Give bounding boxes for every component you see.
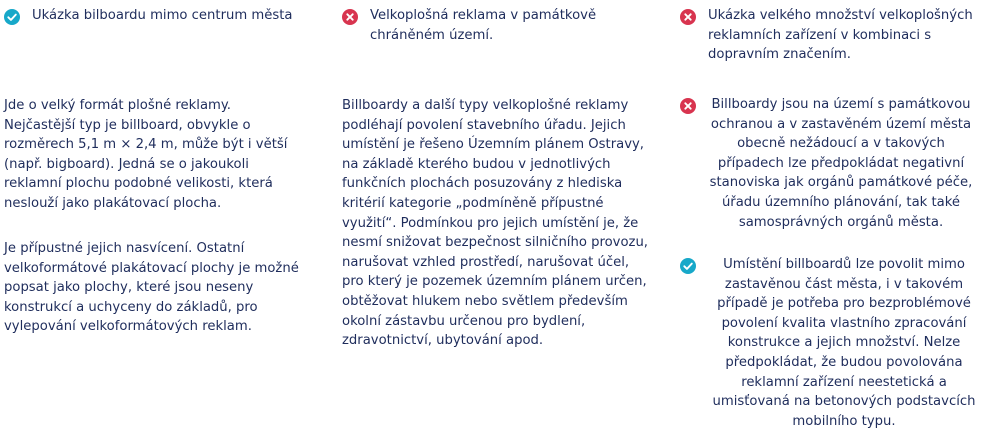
column-2 (342, 0, 658, 432)
check-circle-icon (4, 9, 20, 25)
x-circle-icon (342, 9, 358, 25)
bullet-text: Umístění billboardů lze povolit mimo zastavěnou část města, i v takovém případě je potřeba pro bezproblémové povolení kvalita vlastního zpracování konstrukce a jejich množství. Nelze předpokládat, že budou povolována reklamní zařízení neestetická a umisťovaná na betonových podstavcích mobilního typu. (712, 257, 976, 429)
column-1 (4, 0, 304, 432)
bullet-text: Billboardy jsou na území s památkovou ochranou a v zastavěném území města obecně nežádoucí a v takových případech lze předpokládat negativní stanoviska jak orgánů památkové péče, úřadu územního plánování, tak také samosprávných orgánů města. (709, 97, 973, 230)
check-circle-icon (680, 258, 696, 274)
x-circle-icon (680, 98, 696, 114)
caption-text: Ukázka bilboardu mimo centrum města (32, 8, 293, 23)
paragraph: Je přípustné jejich nasvícení. Ostatní velkoformátové plakátovací plochy je možné popsat jako plochy, které jsou neseny konstrukcí a uchyceny do základů, pro vylepování velkoformátových reklam. (4, 241, 299, 335)
paragraph: Jde o velký formát plošné reklamy. Nejčastější typ je billboard, obvykle o rozměrech 5,1 m × 2,4 m, může být i větší (např. bigboard). Jedná se o jakoukoli reklamní plochu podobné velikosti, která neslouží jako plakátovací plocha. (4, 98, 288, 211)
caption-text: Velkoplošná reklama v památkově chráněném území. (370, 8, 597, 43)
x-circle-icon (680, 9, 696, 25)
paragraph: Billboardy a další typy velkoplošné reklamy podléhají povolení stavebního úřadu. Jejich umístění je řešeno Územním plánem Ostravy, na základě kterého budou v jednotlivých funkčních plochách posuzovány z hlediska kritérií kategorie „podmíněně přípustné využití“. Podmínkou pro jejich umístění je, že nesmí snižovat bezpečnost silničního provozu, narušovat vzhled prostředí, narušovat účel, pro který je pozemek územním plánem určen, obtěžovat hlukem nebo světlem především okolní zástavbu určenou pro bydlení, zdravotnictví, ubytování apod. (342, 98, 649, 349)
caption-text: Ukázka velkého množství velkoplošných reklamních zařízení v kombinaci s dopravním značením. (708, 8, 973, 63)
column-3 (680, 0, 996, 432)
